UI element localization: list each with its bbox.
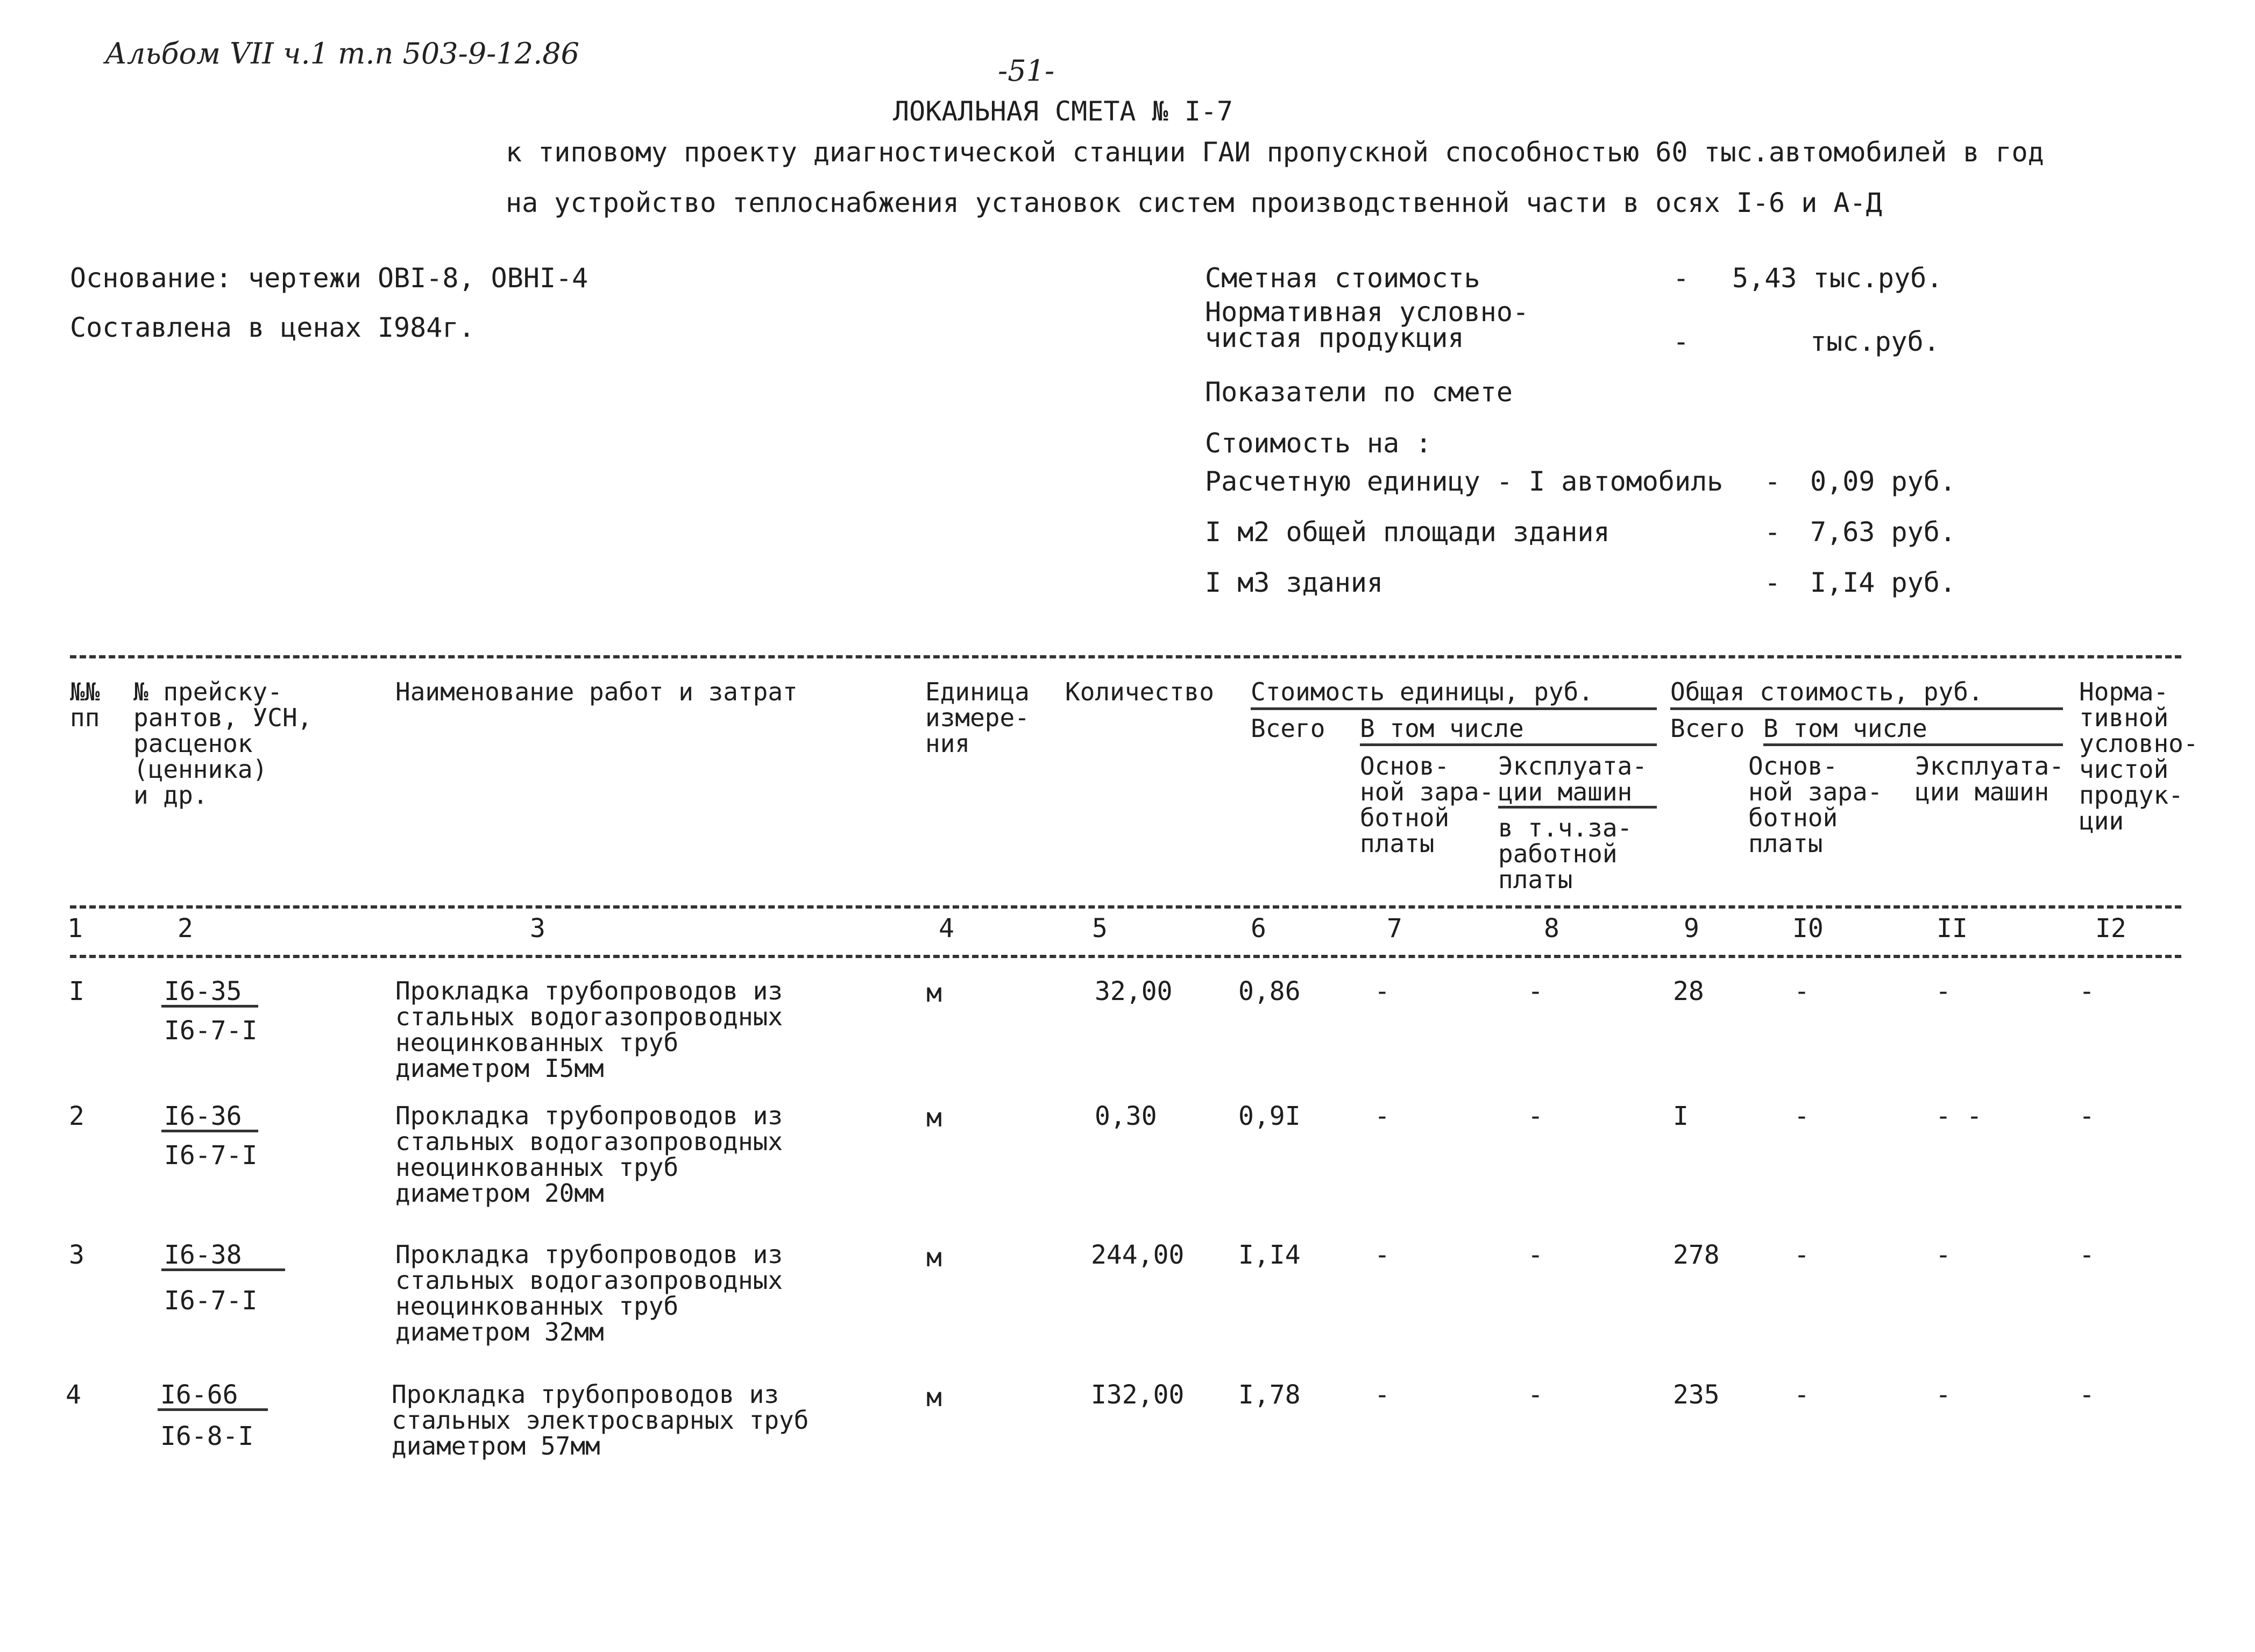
header-total-including: В том числе <box>1763 714 1927 743</box>
header-unit-cost: Стоимость единицы, руб. <box>1251 677 1593 706</box>
row-3-col10: - <box>1794 1240 1810 1270</box>
row-4-unit-price: I,78 <box>1238 1380 1301 1410</box>
row-1-unit: м <box>926 978 942 1008</box>
row-2-code-underline <box>161 1130 258 1132</box>
col-number-3: 3 <box>530 913 545 944</box>
normative-dash: - <box>1673 326 1690 357</box>
header-work-name: Наименование работ и затрат <box>395 677 798 706</box>
row-4-code-underline <box>158 1408 268 1411</box>
row-1-total: 28 <box>1673 976 1704 1006</box>
header-price-list: № прейску- рантов, УСН, расценок (ценника) и др. <box>133 677 313 810</box>
row-3-quantity: 244,00 <box>1091 1240 1185 1270</box>
per-unit-dash: - <box>1764 466 1781 497</box>
row-3-description: Прокладка трубопроводов из стальных водогазопроводных неоцинкованных труб диаметром 32мм <box>395 1240 783 1346</box>
col-number-8: 8 <box>1544 913 1559 944</box>
header-bottom-rule <box>70 905 2181 909</box>
normative-label-1: Нормативная условно- <box>1205 296 1529 328</box>
row-1-col7: - <box>1374 976 1390 1006</box>
header-total-cost: Общая стоимость, руб. <box>1670 677 1983 706</box>
row-3-col12: - <box>2079 1240 2095 1270</box>
row-1-quantity: 32,00 <box>1095 976 1173 1006</box>
row-2-number: 2 <box>69 1101 84 1131</box>
col-number-6: 6 <box>1251 913 1266 944</box>
col-number-4: 4 <box>939 913 954 944</box>
per-m2-value: 7,63 руб. <box>1810 516 1956 548</box>
row-2-subcode: I6-7-I <box>164 1140 258 1171</box>
row-2-col10: - <box>1794 1101 1810 1131</box>
col-number-7: 7 <box>1387 913 1402 944</box>
per-unit-value: 0,09 руб. <box>1810 466 1956 497</box>
row-2-col7: - <box>1374 1101 1390 1131</box>
row-2-col8: - <box>1528 1101 1543 1131</box>
header-quantity: Количество <box>1065 677 1214 706</box>
row-1-code-underline <box>161 1005 258 1008</box>
row-3-code: I6-38 <box>164 1240 242 1270</box>
row-1-unit-price: 0,86 <box>1238 976 1301 1006</box>
album-reference: Альбом VII ч.1 т.п 503-9-12.86 <box>105 37 580 70</box>
header-normative: Норма- тивной условно- чистой продук- ции <box>2079 677 2199 835</box>
col-number-2: 2 <box>178 913 193 944</box>
row-1-col8: - <box>1528 976 1543 1006</box>
row-3-col7: - <box>1374 1240 1390 1270</box>
row-2-col12: - <box>2079 1101 2095 1131</box>
row-4-quantity: I32,00 <box>1091 1380 1185 1410</box>
total-cost-underline <box>1670 707 2063 710</box>
row-2-unit-price: 0,9I <box>1238 1101 1301 1131</box>
row-1-col12: - <box>2079 976 2095 1006</box>
col-number-11: II <box>1937 913 1968 944</box>
header-unit-including-salary: в т.ч.за- работной платы <box>1498 813 1633 894</box>
header-unit-including: В том числе <box>1360 714 1524 743</box>
cost-per-label: Стоимость на : <box>1205 428 1432 459</box>
row-1-col11: - <box>1935 976 1951 1006</box>
unit-cost-underline <box>1251 707 1657 710</box>
document-subtitle-1: к типовому проекту диагностической станции ГАИ пропускной способностью 60 тыс.автомобилей в год <box>506 137 2044 168</box>
row-3-subcode: I6-7-I <box>164 1286 258 1316</box>
header-total-base-salary: Основ- ной зара- ботной платы <box>1748 751 1883 858</box>
row-1-number: I <box>69 976 84 1006</box>
document-title: ЛОКАЛЬНАЯ СМЕТА № I-7 <box>893 96 1233 127</box>
header-unit: Единица измере- ния <box>925 677 1030 758</box>
row-1-col10: - <box>1794 976 1810 1006</box>
table-top-rule <box>70 655 2181 658</box>
per-unit-label: Расчетную единицу - I автомобиль <box>1205 466 1724 497</box>
page-number: -51- <box>998 54 1055 88</box>
total-including-underline <box>1763 743 2063 746</box>
row-4-number: 4 <box>66 1380 81 1410</box>
col-number-5: 5 <box>1092 913 1108 944</box>
row-3-col8: - <box>1528 1240 1543 1270</box>
basis-line: Основание: чертежи ОВI-8, ОВНI-4 <box>70 263 588 294</box>
estimated-cost-value: 5,43 тыс.руб. <box>1732 263 1943 294</box>
row-3-total: 278 <box>1673 1240 1720 1270</box>
row-4-col11: - <box>1935 1380 1951 1410</box>
document-subtitle-2: на устройство теплоснабжения установок систем производственной части в осях I-6 и А-Д <box>506 187 1882 218</box>
per-m3-value: I,I4 руб. <box>1810 567 1956 598</box>
prices-line: Составлена в ценах I984г. <box>70 312 475 343</box>
col-number-1: 1 <box>67 913 83 944</box>
header-unit-total: Всего <box>1251 714 1325 743</box>
header-total-total: Всего <box>1670 714 1745 743</box>
row-3-code-underline <box>161 1268 285 1271</box>
row-2-quantity: 0,30 <box>1095 1101 1157 1131</box>
col-number-9: 9 <box>1684 913 1699 944</box>
normative-label-2: чистая продукция <box>1205 322 1464 353</box>
row-2-code: I6-36 <box>164 1101 242 1131</box>
header-unit-machine-operation: Эксплуата- ции машин <box>1498 751 1647 806</box>
estimated-cost-label: Сметная стоимость <box>1205 263 1480 294</box>
row-3-unit: м <box>926 1243 942 1273</box>
row-4-col7: - <box>1374 1380 1390 1410</box>
row-1-code: I6-35 <box>164 976 242 1006</box>
indicators-label: Показатели по смете <box>1205 377 1513 408</box>
row-2-unit: м <box>926 1103 942 1133</box>
row-2-total: I <box>1673 1101 1689 1131</box>
row-4-col8: - <box>1528 1380 1543 1410</box>
header-total-machine-operation: Эксплуата- ции машин <box>1915 751 2064 806</box>
row-3-col11: - <box>1935 1240 1951 1270</box>
row-4-subcode: I6-8-I <box>160 1421 254 1451</box>
per-m3-label: I м3 здания <box>1205 567 1384 598</box>
per-m3-dash: - <box>1764 567 1781 598</box>
row-4-col12: - <box>2079 1380 2095 1410</box>
row-1-subcode: I6-7-I <box>164 1016 258 1046</box>
row-4-col10: - <box>1794 1380 1810 1410</box>
col-number-12: I2 <box>2095 913 2126 944</box>
col-number-10: I0 <box>1792 913 1824 944</box>
row-4-total: 235 <box>1673 1380 1720 1410</box>
row-3-unit-price: I,I4 <box>1238 1240 1301 1270</box>
row-4-description: Прокладка трубопроводов из стальных электросварных труб диаметром 57мм <box>392 1380 809 1460</box>
row-1-description: Прокладка трубопроводов из стальных водогазопроводных неоцинкованных труб диаметром I5мм <box>395 976 783 1083</box>
row-3-number: 3 <box>69 1240 84 1270</box>
column-numbers-rule <box>70 955 2181 958</box>
estimated-cost-dash: - <box>1673 263 1690 294</box>
machine-operation-underline <box>1498 806 1657 809</box>
unit-including-underline <box>1360 743 1657 746</box>
row-4-code: I6-66 <box>160 1380 238 1410</box>
row-2-description: Прокладка трубопроводов из стальных водогазопроводных неоцинкованных труб диаметром 20мм <box>395 1101 783 1208</box>
header-row-number: №№ пп <box>70 677 100 732</box>
row-2-col11: - - <box>1935 1101 1982 1131</box>
per-m2-dash: - <box>1764 516 1781 548</box>
header-unit-base-salary: Основ- ной зара- ботной платы <box>1360 751 1494 858</box>
per-m2-label: I м2 общей площади здания <box>1205 516 1610 548</box>
row-4-unit: м <box>926 1382 942 1413</box>
normative-value: тыс.руб. <box>1810 326 1940 357</box>
